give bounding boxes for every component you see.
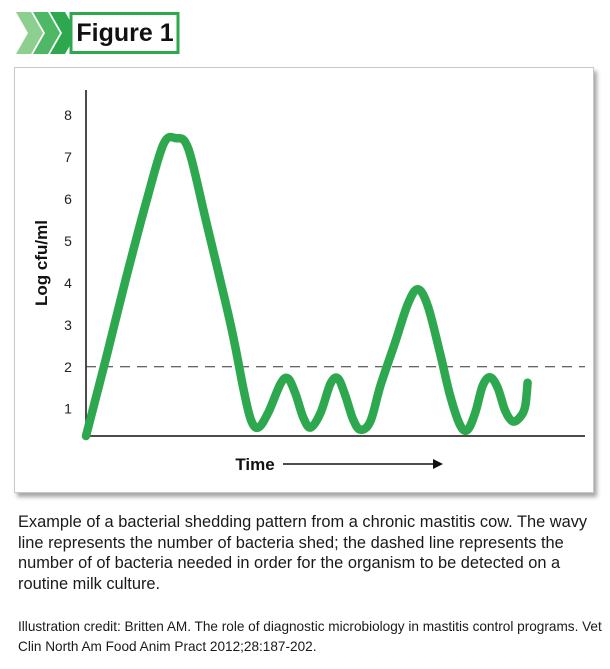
y-tick-label: 3 (64, 316, 72, 333)
y-tick-label: 1 (64, 400, 72, 417)
y-tick-label: 7 (64, 149, 72, 166)
series-layer (86, 137, 585, 436)
chart-frame (14, 67, 594, 493)
y-axis-label: Log cfu/ml (32, 220, 51, 306)
chart (15, 68, 593, 492)
x-axis-label: Time (235, 455, 275, 474)
y-tick-labels (64, 107, 72, 417)
y-tick-label: 4 (64, 274, 72, 291)
time-arrow-head (433, 459, 443, 469)
figure-title: Figure 1 (76, 19, 174, 47)
illustration-credit: Illustration credit: Britten AM. The role of diagnostic microbiology in mastitis control programs. Vet Clin North Am Food Anim Pract 2012;28:187-202. (18, 619, 602, 654)
figure-caption: Example of a bacterial shedding pattern from a chronic mastitis cow. The wavy line represents the number of bacteria shed; the dashed line represents the number of of bacteria needed in order for the organism to be detected on a routine milk culture. (18, 513, 588, 593)
y-tick-label: 8 (64, 107, 72, 124)
y-tick-label: 6 (64, 191, 72, 208)
y-tick-label: 2 (64, 358, 72, 375)
y-tick-label: 5 (64, 232, 72, 249)
bacteria-shed-line (86, 137, 528, 436)
